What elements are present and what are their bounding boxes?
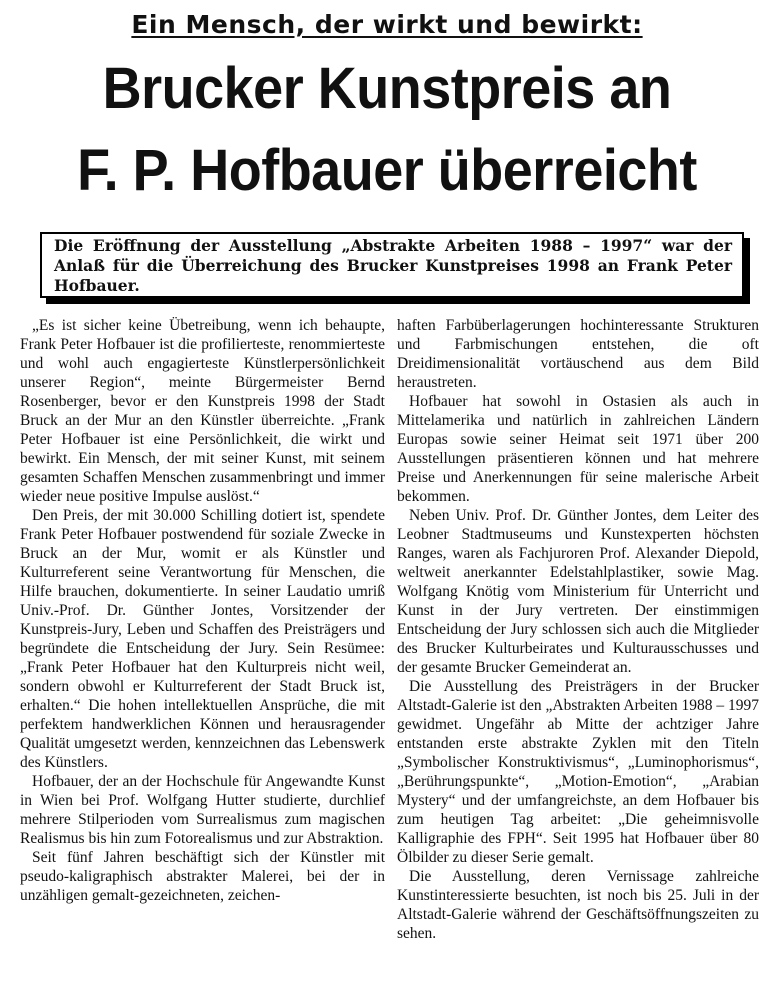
- paragraph: „Es ist sicher keine Übetreibung, wenn ich behaupte, Frank Peter Hofbauer ist die profilierteste, renommierteste und wohl auch engagierteste Künstlerpersönlichkeit unserer Region“, meinte Bürgermeister Bernd Rosenberger, bevor er den Kunstpreis 1998 der Stadt Bruck an der Mur an den Künstler überreichte. „Frank Peter Hofbauer ist eine Persönlichkeit, die wirkt und bewirkt. Ein Mensch, der mit seiner Kunst, mit seinem gesamten Schaffen Menschen zusammenbringt und immer wieder neue positive Impulse auslöst.“: [20, 317, 385, 505]
- paragraph: haften Farbüberlagerungen hochinteressante Strukturen und Farbmischungen entstehen, die oft Dreidimensionalität vortäuschend aus dem Bild heraustreten.: [397, 317, 759, 391]
- paragraph: Hofbauer hat sowohl in Ostasien als auch in Mittelamerika und natürlich in zahlreichen Ländern Europas sowie seiner Heimat seit 1971 über 200 Ausstellungen präsentieren können und hat mehrere Preise und Anerkennungen für seine malerische Arbeit bekommen.: [397, 393, 759, 505]
- paragraph: Hofbauer, der an der Hochschule für Angewandte Kunst in Wien bei Prof. Wolfgang Hutter studierte, durchlief mehrere Stilperioden vom Surrealismus zum magischen Realismus bis hin zum Fotorealismus und zur Abstraktion.: [20, 773, 385, 847]
- article-kicker: Ein Mensch, der wirkt und bewirkt:: [131, 10, 643, 39]
- paragraph: Die Ausstellung, deren Vernissage zahlreiche Kunstinteressierte besuchten, ist noch bis 25. Juli in der Altstadt-Galerie während der Geschäftsöffnungszeiten zu sehen.: [397, 868, 759, 942]
- article-headline-line-1: Brucker Kunstpreis an: [102, 56, 672, 121]
- paragraph: Seit fünf Jahren beschäftigt sich der Künstler mit pseudo-kaligraphisch abstrakter Malerei, bei der in unzähligen gemalt-gezeichneten, zeichen-: [20, 849, 385, 904]
- article-headline-line-2: F. P. Hofbauer überreicht: [77, 138, 697, 203]
- paragraph: Neben Univ. Prof. Dr. Günther Jontes, dem Leiter des Leobner Stadtmuseums und Kunstexperten höchsten Ranges, waren als Fachjuroren Prof. Alexander Diepold, weltweit anerkannter Edelstahlplastiker, sowie Mag. Wolfgang Knötig vom Ministerium für Unterricht und Kunst in der Jury vertreten. Der einstimmigen Entscheidung der Jury schlossen sich auch die Mitglieder des Brucker Kulturbeirates und Kulturausschusses und der gesamte Brucker Gemeinderat an.: [397, 507, 759, 676]
- left-column: [20, 316, 385, 905]
- lead-box: [40, 232, 744, 298]
- lead-text: Die Eröffnung der Ausstellung „Abstrakte Arbeiten 1988 – 1997“ war der Anlaß für die Überreichung des Brucker Kunstpreises 1998 an Frank Peter Hofbauer.: [54, 236, 732, 295]
- paragraph: Den Preis, der mit 30.000 Schilling dotiert ist, spendete Frank Peter Hofbauer postwendend für soziale Zwecke in Bruck an der Mur, womit er als Künstler und Kulturreferent seine Verantwortung für Menschen, die Hilfe brauchen, dokumentierte. In seiner Laudatio umriß Univ.-Prof. Dr. Günther Jontes, Vorsitzender der Kunstpreis-Jury, Leben und Schaffen des Preisträgers und begründete die Entscheidung der Jury. Sein Resümee: „Frank Peter Hofbauer hat den Kulturpreis nicht weil, sondern obwohl er Kulturreferent der Stadt Bruck ist, erhalten.“ Die hohen intellektuellen Ansprüche, die mit perfektem handwerklichen Können und herausragender Qualität umgesetzt werden, kennzeichnen das Lebenswerk des Künstlers.: [20, 507, 385, 771]
- right-column: [397, 316, 759, 943]
- paragraph: Die Ausstellung des Preisträgers in der Brucker Altstadt-Galerie ist den „Abstrakten Arbeiten 1988 – 1997 gewidmet. Ungefähr ab Mitte der achtziger Jahre entstanden erste abstrakte Zyklen mit den Titeln „Symbolischer Konstruktivismus“, „Luminophorismus“, „Berührungspunkte“, „Motion-Emotion“, „Arabian Mystery“ und der umfangreichste, an dem Hofbauer bis zum heutigen Tag arbeitet: „Die geheimnisvolle Kalligraphie des FPH“. Seit 1995 hat Hofbauer über 80 Ölbilder zu dieser Serie gemalt.: [397, 678, 760, 866]
